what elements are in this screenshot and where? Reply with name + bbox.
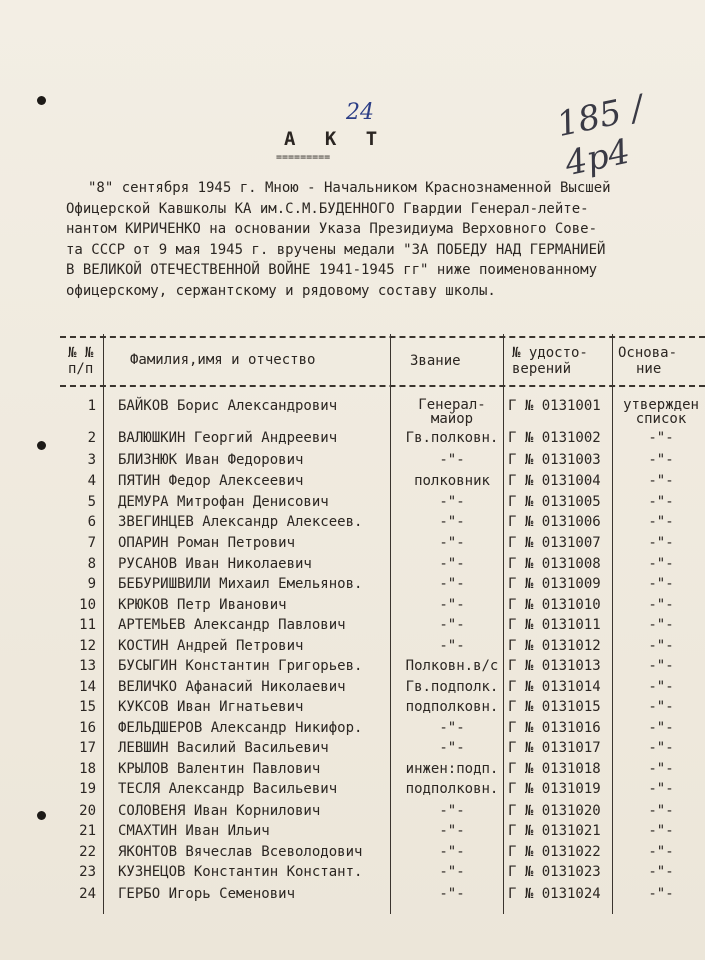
row-certificate: Г № 0131014 <box>508 679 601 695</box>
row-basis: -"- <box>648 556 674 572</box>
intro-paragraph <box>66 178 688 301</box>
row-basis: -"- <box>648 803 674 819</box>
table-row <box>60 658 705 678</box>
row-name: КУЗНЕЦОВ Константин Констант. <box>118 864 363 880</box>
row-rank: -"- <box>439 823 465 839</box>
header-number-line2: п/п <box>68 361 94 377</box>
row-basis: -"- <box>648 679 674 695</box>
row-number: 18 <box>79 761 96 777</box>
row-basis: -"- <box>648 699 674 715</box>
row-rank: Полковн.в/с <box>405 658 499 674</box>
row-name: ВЕЛИЧКО Афанасий Николаевич <box>118 679 346 695</box>
row-certificate: Г № 0131020 <box>508 803 601 819</box>
row-name: КУКСОВ Иван Игнатьевич <box>118 699 304 715</box>
table-row <box>60 430 705 450</box>
table-row <box>60 844 705 864</box>
header-basis-line2: ние <box>636 361 662 377</box>
row-basis: -"- <box>648 761 674 777</box>
header-certificate-line1: № удосто- <box>512 345 588 361</box>
row-number: 21 <box>79 823 96 839</box>
row-rank: -"- <box>439 740 465 756</box>
table-row <box>60 494 705 514</box>
row-certificate: Г № 0131022 <box>508 844 601 860</box>
table-row <box>60 803 705 823</box>
row-rank: -"- <box>439 886 465 902</box>
table-row <box>60 864 705 884</box>
table-row <box>60 823 705 843</box>
row-number: 13 <box>79 658 96 674</box>
row-number: 3 <box>87 452 96 468</box>
handwritten-archive-number: 185 / 4p4 <box>553 87 647 185</box>
row-rank-line1: Генерал- <box>418 397 486 413</box>
row-number: 16 <box>79 720 96 736</box>
intro-line: офицерскому, сержантскому и рядовому составу школы. <box>66 282 496 299</box>
row-number: 1 <box>87 398 96 414</box>
punch-hole-top <box>37 96 46 105</box>
intro-line: нантом КИРИЧЕНКО на основании Указа Президиума Верховного Сове- <box>66 221 598 237</box>
row-certificate: Г № 0131001 <box>508 398 601 414</box>
row-basis: -"- <box>648 658 674 674</box>
row-rank: -"- <box>439 803 465 819</box>
table-row <box>60 699 705 719</box>
table-row <box>60 452 705 472</box>
row-certificate: Г № 0131023 <box>508 864 601 880</box>
header-basis <box>618 345 677 377</box>
row-name: БУСЫГИН Константин Григорьев. <box>118 658 363 674</box>
row-number: 7 <box>87 535 96 551</box>
header-number <box>68 345 93 377</box>
table-row <box>60 617 705 637</box>
table-row <box>60 740 705 760</box>
row-rank: полковник <box>414 473 490 489</box>
row-rank: подполковн. <box>405 699 499 715</box>
row-certificate: Г № 0131016 <box>508 720 601 736</box>
row-certificate: Г № 0131013 <box>508 658 601 674</box>
row-number: 6 <box>87 514 96 530</box>
handwritten-page-number: 24 <box>346 100 374 125</box>
row-number: 2 <box>87 430 96 446</box>
row-rank: -"- <box>439 452 465 468</box>
row-certificate: Г № 0131017 <box>508 740 601 756</box>
row-basis: -"- <box>648 576 674 592</box>
row-basis: -"- <box>648 473 674 489</box>
row-certificate: Г № 0131006 <box>508 514 601 530</box>
row-basis: -"- <box>648 781 674 797</box>
row-rank: -"- <box>439 556 465 572</box>
row-number: 17 <box>79 740 96 756</box>
row-certificate: Г № 0131024 <box>508 886 601 902</box>
row-number: 14 <box>79 679 96 695</box>
row-number: 12 <box>79 638 96 654</box>
row-basis-line1: утвержден <box>623 397 699 413</box>
row-certificate: Г № 0131011 <box>508 617 601 633</box>
header-basis-line1: Основа- <box>618 345 678 361</box>
row-rank: -"- <box>439 617 465 633</box>
row-rank: подполковн. <box>405 781 499 797</box>
table-row <box>60 679 705 699</box>
punch-hole-bottom <box>37 811 46 820</box>
row-certificate: Г № 0131008 <box>508 556 601 572</box>
row-basis: -"- <box>648 452 674 468</box>
row-name: ЛЕВШИН Василий Васильевич <box>118 740 329 756</box>
row-number: 8 <box>87 556 96 572</box>
header-rank: Звание <box>410 353 461 369</box>
row-number: 19 <box>79 781 96 797</box>
row-basis: -"- <box>648 864 674 880</box>
header-certificate-line2: верений <box>512 361 572 377</box>
row-number: 9 <box>87 576 96 592</box>
table-row <box>60 473 705 493</box>
row-name: СМАХТИН Иван Ильич <box>118 823 270 839</box>
row-number: 10 <box>79 597 96 613</box>
row-rank <box>396 398 508 426</box>
row-number: 5 <box>87 494 96 510</box>
row-basis: -"- <box>648 514 674 530</box>
table-row <box>60 514 705 534</box>
row-name: РУСАНОВ Иван Николаевич <box>118 556 312 572</box>
table-row <box>60 761 705 781</box>
row-name: КОСТИН Андрей Петрович <box>118 638 304 654</box>
row-name: ЗВЕГИНЦЕВ Александр Алексеев. <box>118 514 363 530</box>
header-number-line1: № № <box>68 345 94 361</box>
row-certificate: Г № 0131019 <box>508 781 601 797</box>
row-number: 15 <box>79 699 96 715</box>
row-rank: инжен:подп. <box>405 761 499 777</box>
row-basis: -"- <box>648 740 674 756</box>
row-certificate: Г № 0131015 <box>508 699 601 715</box>
table-row <box>60 597 705 617</box>
row-name: БАЙКОВ Борис Александрович <box>118 398 338 414</box>
row-name: ТЕСЛЯ Александр Васильевич <box>118 781 338 797</box>
table-row <box>60 781 705 801</box>
row-basis: -"- <box>648 617 674 633</box>
row-basis: -"- <box>648 430 674 446</box>
table-row <box>60 397 705 427</box>
row-name: ДЕМУРА Митрофан Денисович <box>118 494 329 510</box>
table-row <box>60 535 705 555</box>
row-name: АРТЕМЬЕВ Александр Павлович <box>118 617 346 633</box>
table-row <box>60 556 705 576</box>
row-basis: -"- <box>648 844 674 860</box>
row-rank: -"- <box>439 576 465 592</box>
row-rank: -"- <box>439 597 465 613</box>
row-certificate: Г № 0131021 <box>508 823 601 839</box>
row-basis: -"- <box>648 823 674 839</box>
row-number: 4 <box>87 473 96 489</box>
table-row <box>60 886 705 906</box>
row-name: СОЛОВЕНЯ Иван Корнилович <box>118 803 321 819</box>
row-rank: Гв.подполк. <box>405 679 499 695</box>
row-number: 11 <box>79 617 96 633</box>
table-row <box>60 720 705 740</box>
row-basis: -"- <box>648 494 674 510</box>
row-basis: -"- <box>648 720 674 736</box>
row-basis-line2: список <box>635 411 687 427</box>
table-top-rule <box>60 336 705 338</box>
row-certificate: Г № 0131003 <box>508 452 601 468</box>
row-name: КРЮКОВ Петр Иванович <box>118 597 287 613</box>
row-name: ОПАРИН Роман Петрович <box>118 535 296 551</box>
row-certificate: Г № 0131010 <box>508 597 601 613</box>
title-underline: ========= <box>276 152 331 163</box>
table-row <box>60 576 705 596</box>
row-name: КРЫЛОВ Валентин Павлович <box>118 761 321 777</box>
header-certificate <box>512 345 588 377</box>
row-basis: -"- <box>648 638 674 654</box>
table-row <box>60 638 705 658</box>
intro-line: Офицерской Кавшколы КА им.С.М.БУДЕННОГО Гвардии Генерал-лейте- <box>66 200 589 217</box>
row-certificate: Г № 0131002 <box>508 430 601 446</box>
header-name: Фамилия,имя и отчество <box>130 352 316 368</box>
row-basis: -"- <box>648 597 674 613</box>
row-certificate: Г № 0131007 <box>508 535 601 551</box>
row-name: БЕБУРИШВИЛИ Михаил Емельянов. <box>118 576 363 592</box>
row-name: ЯКОНТОВ Вячеслав Всеволодович <box>118 844 363 860</box>
table-header-rule <box>60 385 705 387</box>
intro-line: та СССР от 9 мая 1945 г. вручены медали "ЗА ПОБЕДУ НАД ГЕРМАНИЕЙ <box>66 241 606 258</box>
intro-line: "8" сентября 1945 г. Мною - Начальником Краснознаменной Высшей <box>88 180 611 196</box>
row-number: 23 <box>79 864 96 880</box>
row-basis <box>616 398 705 426</box>
row-rank: Гв.полковн. <box>405 430 499 446</box>
row-basis: -"- <box>648 886 674 902</box>
row-name: ГЕРБО Игорь Семенович <box>118 886 296 902</box>
row-certificate: Г № 0131018 <box>508 761 601 777</box>
row-rank: -"- <box>439 535 465 551</box>
row-number: 22 <box>79 844 96 860</box>
row-name: БЛИЗНЮК Иван Федорович <box>118 452 304 468</box>
row-name: ВАЛЮШКИН Георгий Андреевич <box>118 430 338 446</box>
document-title: А К Т <box>284 128 387 150</box>
row-rank: -"- <box>439 494 465 510</box>
row-certificate: Г № 0131004 <box>508 473 601 489</box>
punch-hole-middle <box>37 441 46 450</box>
row-number: 20 <box>79 803 96 819</box>
row-certificate: Г № 0131009 <box>508 576 601 592</box>
row-rank: -"- <box>439 844 465 860</box>
row-name: ПЯТИН Федор Алексеевич <box>118 473 304 489</box>
row-rank: -"- <box>439 638 465 654</box>
row-basis: -"- <box>648 535 674 551</box>
row-rank-line2: майор <box>430 411 474 427</box>
row-rank: -"- <box>439 514 465 530</box>
intro-line: В ВЕЛИКОЙ ОТЕЧЕСТВЕННОЙ ВОЙНЕ 1941-1945 гг" ниже поименованному <box>66 262 598 278</box>
row-certificate: Г № 0131012 <box>508 638 601 654</box>
row-rank: -"- <box>439 720 465 736</box>
row-certificate: Г № 0131005 <box>508 494 601 510</box>
row-rank: -"- <box>439 864 465 880</box>
row-number: 24 <box>79 886 96 902</box>
row-name: ФЕЛЬДШЕРОВ Александр Никифор. <box>118 720 363 736</box>
